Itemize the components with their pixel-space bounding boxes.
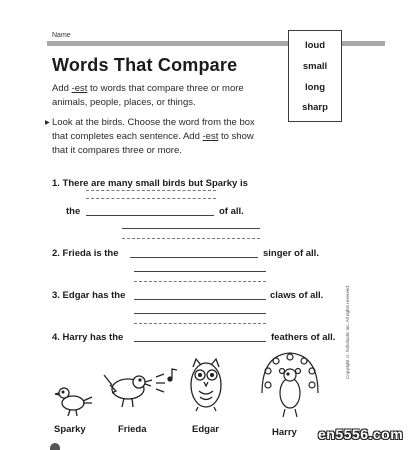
question-4: 4. Harry has the [52,332,124,343]
question-2-end: singer of all. [263,248,319,259]
word-bank-box [288,30,342,122]
intro-text [52,82,244,96]
page-title: Words That Compare [52,55,238,75]
edgar-owl-icon [191,359,221,411]
question-3: 3. Edgar has the [52,290,126,301]
task-line-2b: to show [218,131,254,142]
guide-line [122,228,260,229]
bird-name-edgar: Edgar [192,424,219,435]
guide-line [134,281,266,282]
sparky-bird-icon [55,388,92,416]
question-1: 1. There are many small birds but Sparky is [52,178,248,189]
intro-prefix: Add [52,83,72,94]
question-3-end: claws of all. [270,290,324,301]
answer-line-3[interactable] [134,299,266,300]
bird-name-harry: Harry [272,427,297,438]
page-corner-mark [50,443,60,450]
guide-line [134,271,266,272]
word-bank-item: sharp [302,102,328,113]
question-1-end: of all. [219,206,244,217]
bird-name-frieda: Frieda [118,424,147,435]
guide-line [122,238,260,239]
frieda-bird-icon [104,369,177,407]
task-line-2 [52,130,254,144]
est-suffix: -est [202,131,219,142]
answer-line-1[interactable] [86,215,214,216]
bird-illustrations [0,345,418,425]
word-bank-item: small [302,61,328,72]
task-line-2a: that completes each sentence. Add [52,131,203,142]
guide-line [134,313,266,314]
guide-line [134,323,266,324]
answer-line-2[interactable] [130,257,258,258]
question-4-end: feathers of all. [271,332,336,343]
bird-name-sparky: Sparky [54,424,86,435]
watermark: en5556.com [318,426,404,442]
word-bank-item: long [304,82,326,93]
intro-line-2: animals, people, places, or things. [52,97,196,108]
guide-line [86,198,216,199]
copyright-note: Copyright © Scholastic Inc. All rights reserved. [345,285,350,380]
task-line-3: that it compares three or more. [52,145,182,156]
guide-line [86,190,216,191]
bullet-icon: ▸ [45,117,50,128]
harry-peacock-icon [262,353,318,417]
question-2: 2. Frieda is the [52,248,119,259]
answer-line-4[interactable] [134,341,266,342]
est-suffix: -est [71,83,88,94]
name-label: Name [52,32,71,39]
intro-rest: to words that compare three or more [87,83,244,94]
task-line-1: Look at the birds. Choose the word from the box [52,117,255,128]
question-1-the: the [66,206,81,217]
word-bank-item: loud [304,40,326,51]
